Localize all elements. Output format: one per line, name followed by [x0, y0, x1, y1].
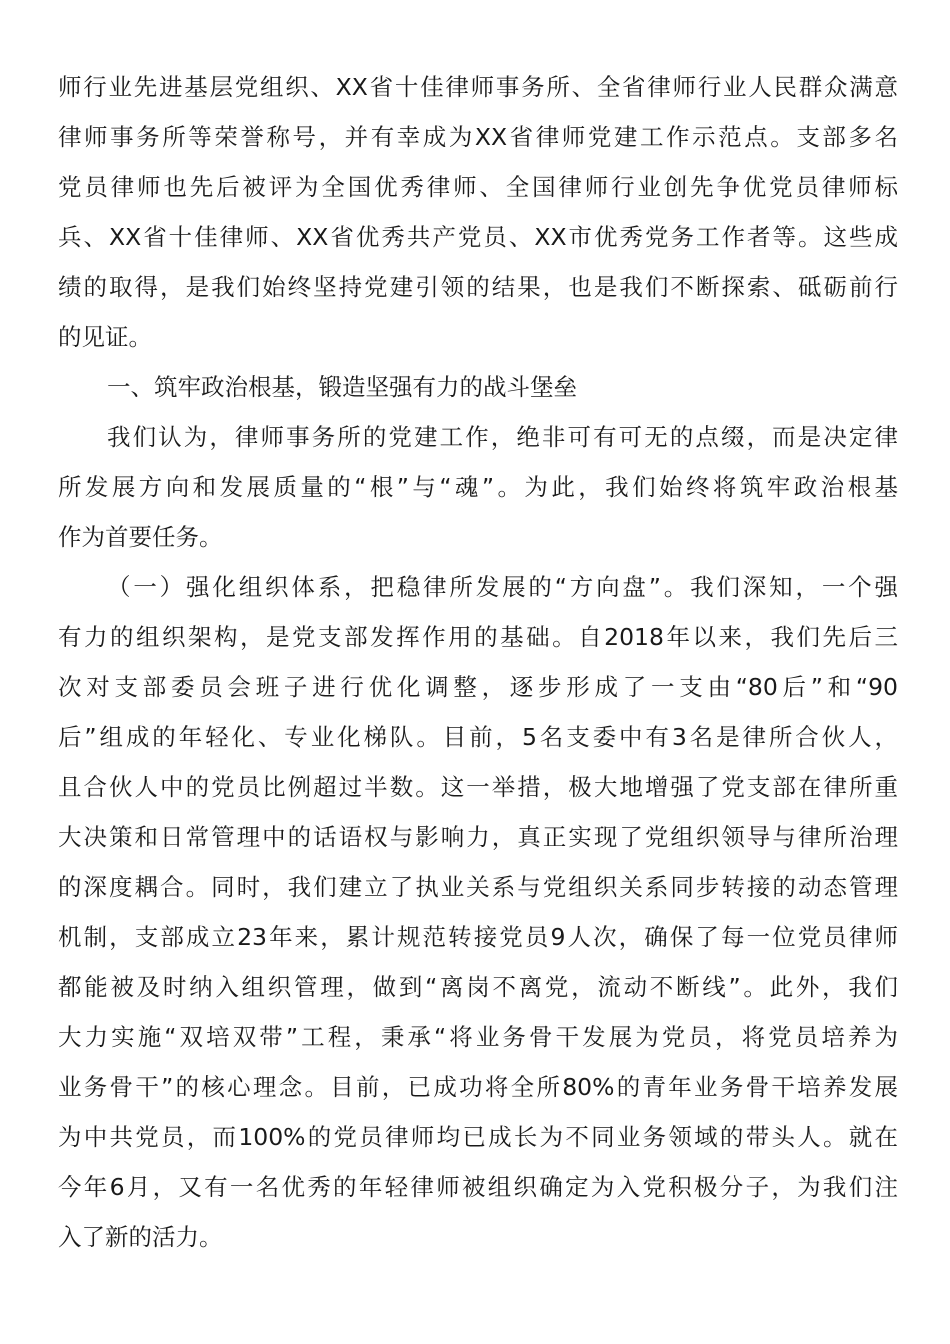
paragraph-line: 次对支部委员会班子进行优化调整，逐步形成了一支由“80后”和“90	[58, 673, 898, 701]
paragraph-line: 党员律师也先后被评为全国优秀律师、全国律师行业创先争优党员律师标	[58, 173, 898, 201]
paragraph-line: 为中共党员，而100%的党员律师均已成长为不同业务领域的带头人。就在	[58, 1123, 898, 1151]
paragraph-line: 有力的组织架构，是党支部发挥作用的基础。自2018年以来，我们先后三	[58, 623, 898, 651]
paragraph-line: 作为首要任务。	[58, 523, 223, 551]
paragraph-line: 后”组成的年轻化、专业化梯队。目前，5名支委中有3名是律所合伙人，	[58, 723, 898, 751]
section-heading: 一、筑牢政治根基，锻造坚强有力的战斗堡垒	[107, 373, 577, 401]
paragraph-line: 都能被及时纳入组织管理，做到“离岗不离党，流动不断线”。此外，我们	[58, 973, 898, 1001]
paragraph-line: 我们认为，律师事务所的党建工作，绝非可有可无的点缀，而是决定律	[107, 423, 898, 451]
paragraph-line: 所发展方向和发展质量的“根”与“魂”。为此，我们始终将筑牢政治根基	[58, 473, 898, 501]
paragraph-line: 今年6月，又有一名优秀的年轻律师被组织确定为入党积极分子，为我们注	[58, 1173, 898, 1201]
paragraph-line: 的见证。	[58, 323, 152, 351]
paragraph-line: 兵、XX省十佳律师、XX省优秀共产党员、XX市优秀党务工作者等。这些成	[58, 223, 898, 251]
paragraph-line: 的深度耦合。同时，我们建立了执业关系与党组织关系同步转接的动态管理	[58, 873, 898, 901]
paragraph-line: 机制，支部成立23年来，累计规范转接党员9人次，确保了每一位党员律师	[58, 923, 898, 951]
paragraph-line: 大力实施“双培双带”工程，秉承“将业务骨干发展为党员，将党员培养为	[58, 1023, 898, 1051]
paragraph-line: 律师事务所等荣誉称号，并有幸成为XX省律师党建工作示范点。支部多名	[58, 123, 898, 151]
paragraph-line: 且合伙人中的党员比例超过半数。这一举措，极大地增强了党支部在律所重	[58, 773, 898, 801]
subsection-line: （一）强化组织体系，把稳律所发展的“方向盘”。我们深知，一个强	[107, 573, 898, 601]
paragraph-line: 大决策和日常管理中的话语权与影响力，真正实现了党组织领导与律所治理	[58, 823, 898, 851]
paragraph-line: 入了新的活力。	[58, 1223, 223, 1251]
paragraph-line: 师行业先进基层党组织、XX省十佳律师事务所、全省律师行业人民群众满意	[58, 73, 898, 101]
paragraph-line: 业务骨干”的核心理念。目前，已成功将全所80%的青年业务骨干培养发展	[58, 1073, 898, 1101]
paragraph-line: 绩的取得，是我们始终坚持党建引领的结果，也是我们不断探索、砥砺前行	[58, 273, 898, 301]
